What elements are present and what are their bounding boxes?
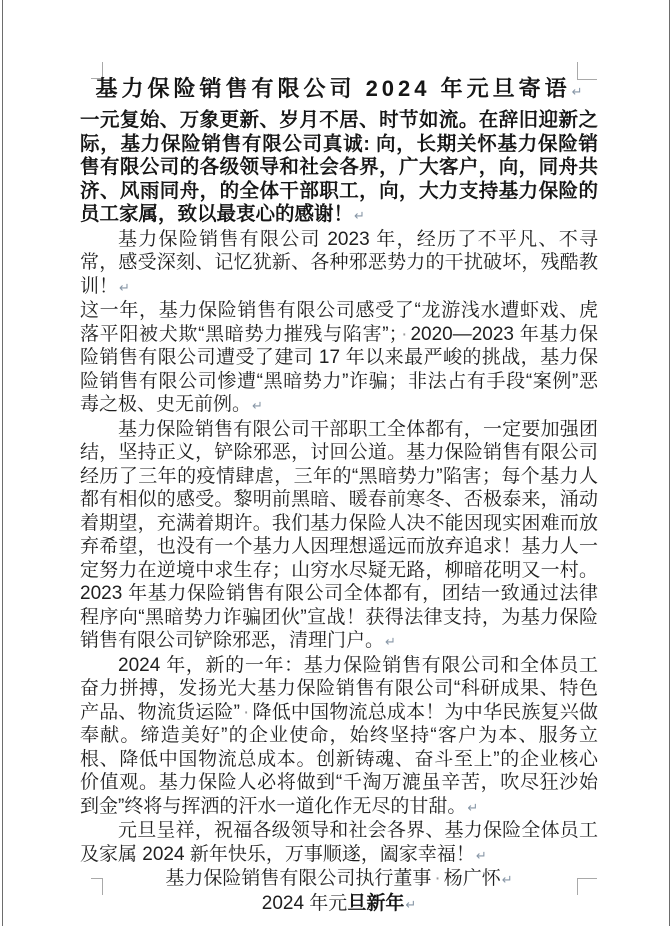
space-mark: · [242, 701, 250, 723]
space-mark: · [434, 868, 441, 889]
review-2023-text-2: 这一年，基力保险销售有限公司感受了“龙游浅水遭虾戏、虎落平阳被犬欺“黑暗势力摧残与陷害”； [80, 300, 598, 345]
greeting-text: 一元复始、万象更新、岁月不居、时节如流。在辞旧迎新之际，基力保险销售有限公司真诚: 向，长期关怀基力保险销售有限公司的各级领导和社会各界，广大客户，向，同舟共济、风雨同舟，的全体干部职工，向，大力支持基力保险的员工家属，致以最衷心的感谢！ [80, 109, 598, 225]
review-2023-text-1: 基力保险销售有限公司 2023 年，经历了不平凡、不寻常，感受深刻、记忆犹新、各种邪恶势力的干扰破坏，残酷教训！ [80, 228, 598, 297]
greeting-paragraph [80, 109, 598, 228]
blessing-text: 元旦呈祥，祝福各级领导和社会各界、基力保险全体员工及家属 2024 新年快乐，万事顺遂，阖家幸福！ [80, 820, 598, 865]
signature-line [80, 867, 598, 892]
signature-name: 杨广怀 [443, 868, 501, 889]
date-text-regular: 2024 年元 [261, 892, 348, 914]
paragraph-mark: ↵ [501, 872, 513, 887]
line-break-mark: ↵ [119, 279, 130, 295]
document-body[interactable] [80, 74, 598, 916]
paragraph-mark: ↵ [385, 634, 396, 649]
blessing-paragraph [80, 819, 598, 867]
page-edge-left [2, 0, 3, 926]
unity-text: 基力保险销售有限公司干部职工全体都有，一定要加强团结，坚持正义，铲除邪恶，讨回公道。基力保险销售有限公司经历了三年的疫情肆虐，三年的“黑暗势力”陷害；每个基力人都有相似的感受。黎明前黑暗、暖春前寒冬、否极泰来，涌动着期望，充满着期许。我们基力保险人决不能因现实困难而放弃希望，也没有一个基力人因理想遥远而放弃追求！基力人一定努力在逆境中求生存；山穷水尽疑无路，柳暗花明又一村。2023 年基力保险销售有限公司全体都有，团结一致通过法律程序向“黑暗势力诈骗团伙”宣战！获得法律支持，为基力保险销售有限公司铲除邪恶，清理门户。 [80, 418, 598, 651]
signature-company-title: 基力保险销售有限公司执行董事 [165, 868, 432, 889]
date-text-bold: 旦新年 [347, 892, 405, 914]
paragraph-mark: ↵ [571, 84, 583, 99]
newyear-2024-paragraph [80, 654, 598, 820]
date-line [80, 892, 598, 917]
paragraph-mark: ↵ [354, 208, 365, 223]
paragraph-mark: ↵ [467, 799, 479, 815]
page-edge-right [669, 0, 670, 926]
space-mark: · [401, 323, 408, 345]
newyear-2024-text-1: 2024 年，新的一年：基力保险销售有限公司和全体员工奋力拼搏，发扬光大基力保险销售有限公司“科研成果、特色产品、物流货运险” [80, 654, 598, 723]
document-title [80, 74, 598, 107]
paragraph-mark: ↵ [475, 847, 487, 863]
paragraph-mark: ↵ [405, 896, 417, 912]
unity-paragraph [80, 418, 598, 654]
review-2023-text-3: 2020—2023 年基力保险销售有限公司遭受了建司 17 年以来最严峻的挑战，基力保险销售有限公司惨遭“黑暗势力”诈骗；非法占有手段“案例”恶毒之极、史无前例。 [80, 323, 598, 415]
newyear-2024-text-2: 降低中国物流总成本！为中华民族复兴做奉献。缔造美好”的企业使命，始终坚持“客户为本、服务立根、降低中国物流总成本。创新铸魂、奋斗至上”的企业核心价值观。基力保险人必将做到“千淘万漉虽辛苦，吹尽狂沙始到金”终将与挥洒的汗水一道化作无尽的甘甜。 [80, 701, 598, 817]
paragraph-mark: ↵ [252, 398, 263, 413]
title-text: 基力保险销售有限公司 2024 年元旦寄语 [95, 76, 571, 101]
review-2023-paragraph [80, 228, 598, 418]
